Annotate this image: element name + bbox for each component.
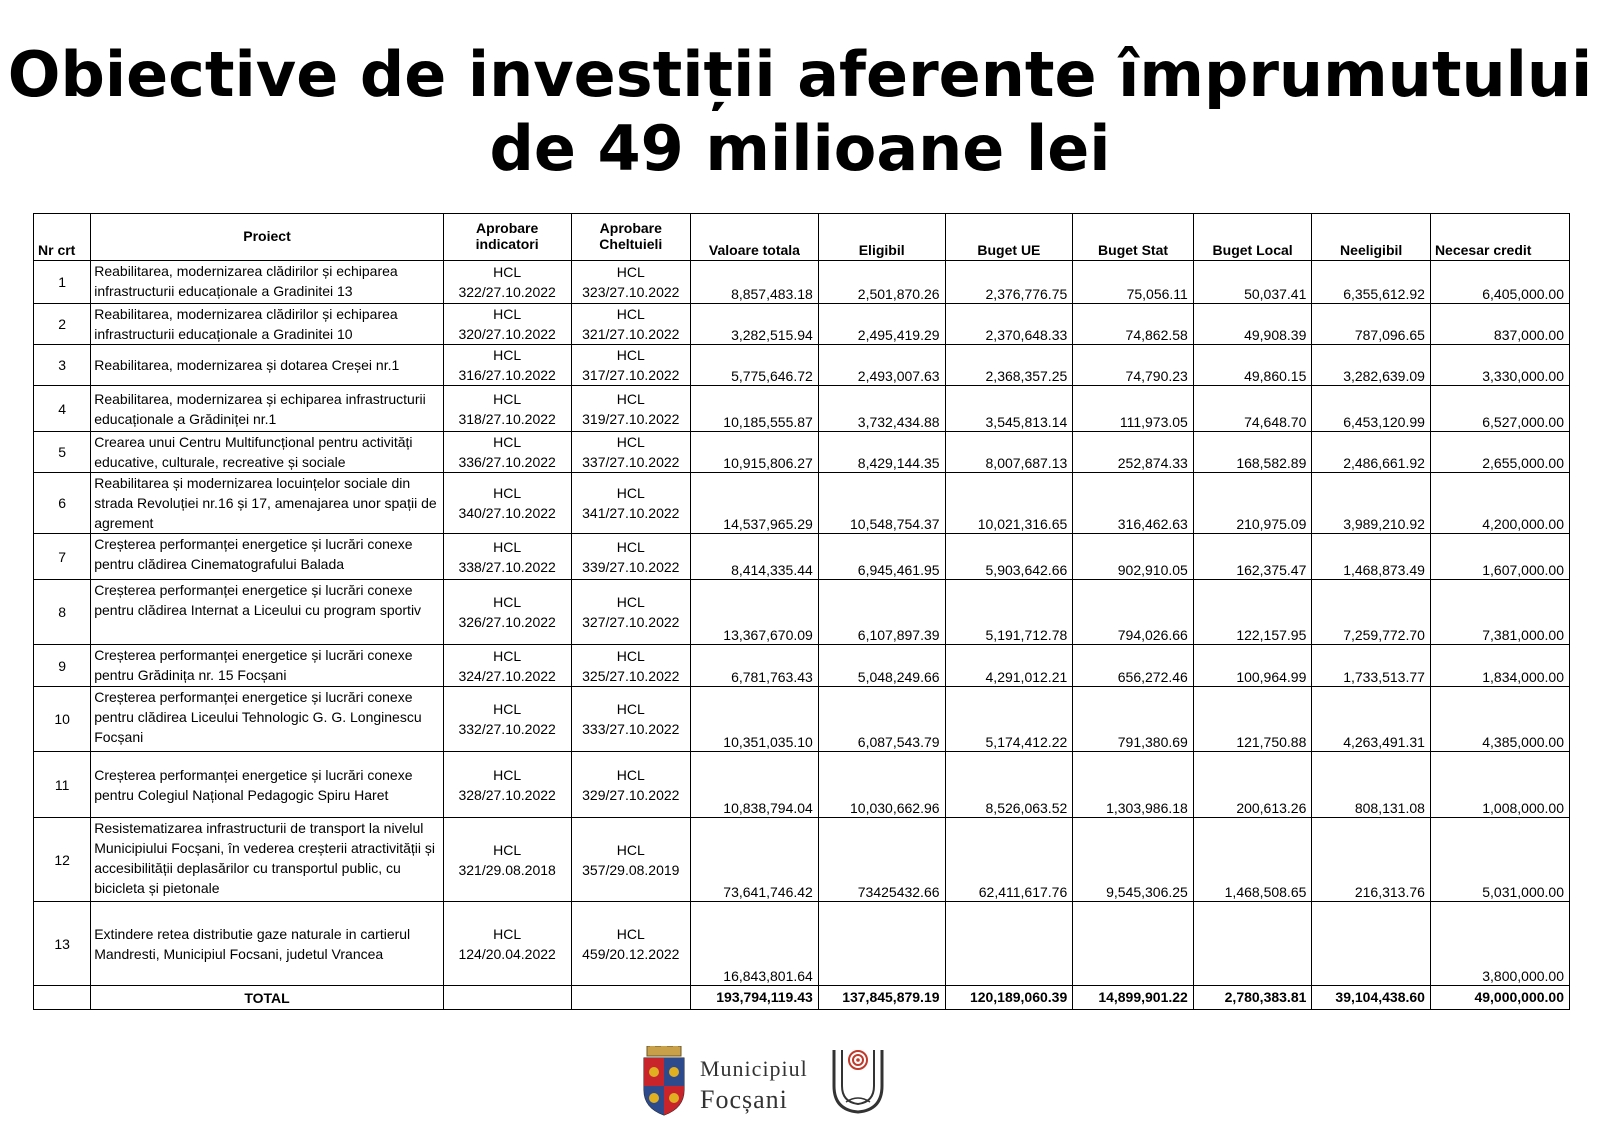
project-name: Reabilitarea, modernizarea și dotarea Creșei nr.1 [91,345,444,386]
total-value: 5,775,646.72 [691,345,819,386]
local-budget: 1,468,508.65 [1193,818,1312,902]
table-row [34,432,1570,473]
approval-expenses: HCL 317/27.10.2022 [571,345,691,386]
total-value: 16,843,801.64 [691,902,819,986]
eligible-value: 2,493,007.63 [818,345,945,386]
approval-indicators: HCL 322/27.10.2022 [443,261,571,304]
municipality-name [700,1056,808,1118]
local-budget: 122,157.95 [1193,580,1312,645]
local-budget: 121,750.88 [1193,687,1312,752]
investment-table [33,213,1570,1010]
ineligible-value: 7,259,772.70 [1312,580,1431,645]
eligible-value: 2,495,419.29 [818,304,945,345]
eligible-sum: 137,845,879.19 [818,986,945,1010]
approval-expenses: HCL 319/27.10.2022 [571,386,691,432]
approval-expenses: HCL 321/27.10.2022 [571,304,691,345]
total-value: 10,838,794.04 [691,752,819,818]
approval-indicators: HCL 326/27.10.2022 [443,580,571,645]
state-budget: 794,026.66 [1073,580,1194,645]
eligible-value: 73425432.66 [818,818,945,902]
project-name: Creșterea performanței energetice și lucrări conexe pentru Colegiul Național Pedagogic Spiru Haret [91,752,444,818]
eligible-value: 5,048,249.66 [818,645,945,687]
local-budget: 168,582.89 [1193,432,1312,473]
total-value: 10,915,806.27 [691,432,819,473]
total-value: 6,781,763.43 [691,645,819,687]
approval-expenses: HCL 333/27.10.2022 [571,687,691,752]
ineligible-value: 808,131.08 [1312,752,1431,818]
total-value: 10,185,555.87 [691,386,819,432]
state-budget: 791,380.69 [1073,687,1194,752]
header-necesar-credit: Necesar credit [1430,214,1569,261]
table-row [34,902,1570,986]
city-logo-icon [828,1046,888,1116]
brand-line-2: Focșani [700,1085,788,1114]
table-header-row [34,214,1570,261]
project-name: Creșterea performanței energetice și lucrări conexe pentru clădirea Cinematografului Balada [91,534,444,580]
local-budget: 210,975.09 [1193,473,1312,534]
approval-indicators: HCL 321/29.08.2018 [443,818,571,902]
total-value: 3,282,515.94 [691,304,819,345]
project-name: Creșterea performanței energetice și lucrări conexe pentru clădirea Internat a Liceului cu program sportiv [91,580,444,645]
header-eligibil: Eligibil [818,214,945,261]
table-row [34,345,1570,386]
header-buget-stat: Buget Stat [1073,214,1194,261]
table-body [34,261,1570,1010]
header-neeligibil: Neeligibil [1312,214,1431,261]
total-value: 8,857,483.18 [691,261,819,304]
state-budget: 902,910.05 [1073,534,1194,580]
local-budget [1193,902,1312,986]
table-row [34,645,1570,687]
ineligible-sum: 39,104,438.60 [1312,986,1431,1010]
footer-logo [0,1046,1600,1116]
total-value-sum: 193,794,119.43 [691,986,819,1010]
local-budget: 162,375.47 [1193,534,1312,580]
credit-needed: 3,800,000.00 [1430,902,1569,986]
ineligible-value: 1,468,873.49 [1312,534,1431,580]
title-line-1: Obiective de investiții aferente împrumutului [7,38,1593,111]
approval-expenses: HCL 327/27.10.2022 [571,580,691,645]
table-row [34,687,1570,752]
credit-needed: 1,834,000.00 [1430,645,1569,687]
header-aprobare-cheltuieli: Aprobare Cheltuieli [571,214,691,261]
project-name: Resistematizarea infrastructurii de transport la nivelul Municipiului Focșani, în vederea creșterii atractivității și accesibilității deplasărilor cu transportul public, cu bicicleta și pietonale [91,818,444,902]
total-empty-chelt [571,986,691,1010]
table-row [34,261,1570,304]
total-empty-nr [34,986,91,1010]
credit-needed: 2,655,000.00 [1430,432,1569,473]
eu-budget: 8,526,063.52 [945,752,1073,818]
project-name: Reabilitarea, modernizarea și echiparea infrastructurii educaționale a Grădiniței nr.1 [91,386,444,432]
total-value: 13,367,670.09 [691,580,819,645]
header-valoare-totala: Valoare totala [691,214,819,261]
credit-needed: 1,008,000.00 [1430,752,1569,818]
eligible-value: 10,030,662.96 [818,752,945,818]
approval-indicators: HCL 332/27.10.2022 [443,687,571,752]
ineligible-value: 2,486,661.92 [1312,432,1431,473]
project-name: Reabilitarea, modernizarea clădirilor și echiparea infrastructurii educaționale a Gradinitei 10 [91,304,444,345]
eligible-value: 2,501,870.26 [818,261,945,304]
local-budget: 100,964.99 [1193,645,1312,687]
title-line-2: de 49 milioane lei [489,112,1111,185]
project-name: Reabilitarea, modernizarea clădirilor și echiparea infrastructurii educaționale a Gradinitei 13 [91,261,444,304]
brand-line-1: Municipiul [700,1056,808,1081]
state-budget: 316,462.63 [1073,473,1194,534]
project-name: Creșterea performanței energetice și lucrări conexe pentru clădirea Liceului Tehnologic G. G. Longinescu Focșani [91,687,444,752]
eligible-value: 6,087,543.79 [818,687,945,752]
total-row [34,986,1570,1010]
header-proiect: Proiect [91,214,444,261]
state-budget: 252,874.33 [1073,432,1194,473]
local-budget: 200,613.26 [1193,752,1312,818]
state-budget: 75,056.11 [1073,261,1194,304]
row-number: 7 [34,534,91,580]
credit-needed-sum: 49,000,000.00 [1430,986,1569,1010]
project-name: Creșterea performanței energetice și lucrări conexe pentru Grădinița nr. 15 Focșani [91,645,444,687]
eu-budget: 2,370,648.33 [945,304,1073,345]
ineligible-value: 6,453,120.99 [1312,386,1431,432]
approval-expenses: HCL 459/20.12.2022 [571,902,691,986]
row-number: 9 [34,645,91,687]
approval-indicators: HCL 338/27.10.2022 [443,534,571,580]
credit-needed: 4,200,000.00 [1430,473,1569,534]
table-row [34,304,1570,345]
total-value: 73,641,746.42 [691,818,819,902]
local-budget-sum: 2,780,383.81 [1193,986,1312,1010]
total-label: TOTAL [91,986,444,1010]
ineligible-value [1312,902,1431,986]
approval-expenses: HCL 329/27.10.2022 [571,752,691,818]
credit-needed: 1,607,000.00 [1430,534,1569,580]
eligible-value: 10,548,754.37 [818,473,945,534]
project-name: Extindere retea distributie gaze naturale in cartierul Mandresti, Municipiul Focsani, judetul Vrancea [91,902,444,986]
approval-expenses: HCL 325/27.10.2022 [571,645,691,687]
state-budget: 1,303,986.18 [1073,752,1194,818]
eu-budget: 5,191,712.78 [945,580,1073,645]
approval-indicators: HCL 124/20.04.2022 [443,902,571,986]
header-nr-crt: Nr crt [34,214,91,261]
state-budget-sum: 14,899,901.22 [1073,986,1194,1010]
row-number: 1 [34,261,91,304]
eu-budget: 8,007,687.13 [945,432,1073,473]
table-row [34,473,1570,534]
eu-budget [945,902,1073,986]
state-budget: 74,862.58 [1073,304,1194,345]
eligible-value: 8,429,144.35 [818,432,945,473]
approval-expenses: HCL 323/27.10.2022 [571,261,691,304]
eu-budget-sum: 120,189,060.39 [945,986,1073,1010]
row-number: 4 [34,386,91,432]
eu-budget: 10,021,316.65 [945,473,1073,534]
local-budget: 49,860.15 [1193,345,1312,386]
total-value: 8,414,335.44 [691,534,819,580]
header-buget-ue: Buget UE [945,214,1073,261]
row-number: 6 [34,473,91,534]
ineligible-value: 787,096.65 [1312,304,1431,345]
approval-expenses: HCL 357/29.08.2019 [571,818,691,902]
approval-indicators: HCL 336/27.10.2022 [443,432,571,473]
eu-budget: 5,174,412.22 [945,687,1073,752]
total-value: 14,537,965.29 [691,473,819,534]
approval-indicators: HCL 340/27.10.2022 [443,473,571,534]
state-budget: 74,790.23 [1073,345,1194,386]
state-budget: 111,973.05 [1073,386,1194,432]
credit-needed: 7,381,000.00 [1430,580,1569,645]
eligible-value [818,902,945,986]
credit-needed: 4,385,000.00 [1430,687,1569,752]
local-budget: 74,648.70 [1193,386,1312,432]
state-budget: 9,545,306.25 [1073,818,1194,902]
local-budget: 50,037.41 [1193,261,1312,304]
approval-indicators: HCL 318/27.10.2022 [443,386,571,432]
state-budget: 656,272.46 [1073,645,1194,687]
ineligible-value: 1,733,513.77 [1312,645,1431,687]
total-value: 10,351,035.10 [691,687,819,752]
credit-needed: 5,031,000.00 [1430,818,1569,902]
row-number: 2 [34,304,91,345]
table-row [34,580,1570,645]
eligible-value: 6,945,461.95 [818,534,945,580]
table-row [34,534,1570,580]
credit-needed: 3,330,000.00 [1430,345,1569,386]
row-number: 11 [34,752,91,818]
credit-needed: 6,527,000.00 [1430,386,1569,432]
eu-budget: 3,545,813.14 [945,386,1073,432]
approval-indicators: HCL 328/27.10.2022 [443,752,571,818]
ineligible-value: 6,355,612.92 [1312,261,1431,304]
approval-expenses: HCL 339/27.10.2022 [571,534,691,580]
state-budget [1073,902,1194,986]
ineligible-value: 216,313.76 [1312,818,1431,902]
table-row [34,818,1570,902]
table-row [34,752,1570,818]
row-number: 8 [34,580,91,645]
approval-indicators: HCL 320/27.10.2022 [443,304,571,345]
ineligible-value: 3,989,210.92 [1312,473,1431,534]
row-number: 10 [34,687,91,752]
eu-budget: 2,376,776.75 [945,261,1073,304]
coat-of-arms-icon [641,1046,687,1116]
row-number: 13 [34,902,91,986]
total-empty-ind [443,986,571,1010]
eligible-value: 3,732,434.88 [818,386,945,432]
eu-budget: 5,903,642.66 [945,534,1073,580]
eligible-value: 6,107,897.39 [818,580,945,645]
ineligible-value: 4,263,491.31 [1312,687,1431,752]
table-row [34,386,1570,432]
project-name: Crearea unui Centru Multifuncțional pentru activități educative, culturale, recreative și sociale [91,432,444,473]
row-number: 3 [34,345,91,386]
credit-needed: 6,405,000.00 [1430,261,1569,304]
local-budget: 49,908.39 [1193,304,1312,345]
eu-budget: 62,411,617.76 [945,818,1073,902]
approval-indicators: HCL 324/27.10.2022 [443,645,571,687]
ineligible-value: 3,282,639.09 [1312,345,1431,386]
credit-needed: 837,000.00 [1430,304,1569,345]
eu-budget: 4,291,012.21 [945,645,1073,687]
header-aprobare-indicatori: Aprobare indicatori [443,214,571,261]
eu-budget: 2,368,357.25 [945,345,1073,386]
approval-indicators: HCL 316/27.10.2022 [443,345,571,386]
approval-expenses: HCL 341/27.10.2022 [571,473,691,534]
row-number: 5 [34,432,91,473]
row-number: 12 [34,818,91,902]
approval-expenses: HCL 337/27.10.2022 [571,432,691,473]
header-buget-local: Buget Local [1193,214,1312,261]
project-name: Reabilitarea și modernizarea locuințelor sociale din strada Revoluției nr.16 și 17, amenajarea unor spații de agrement [91,473,444,534]
page-title [0,38,1600,186]
